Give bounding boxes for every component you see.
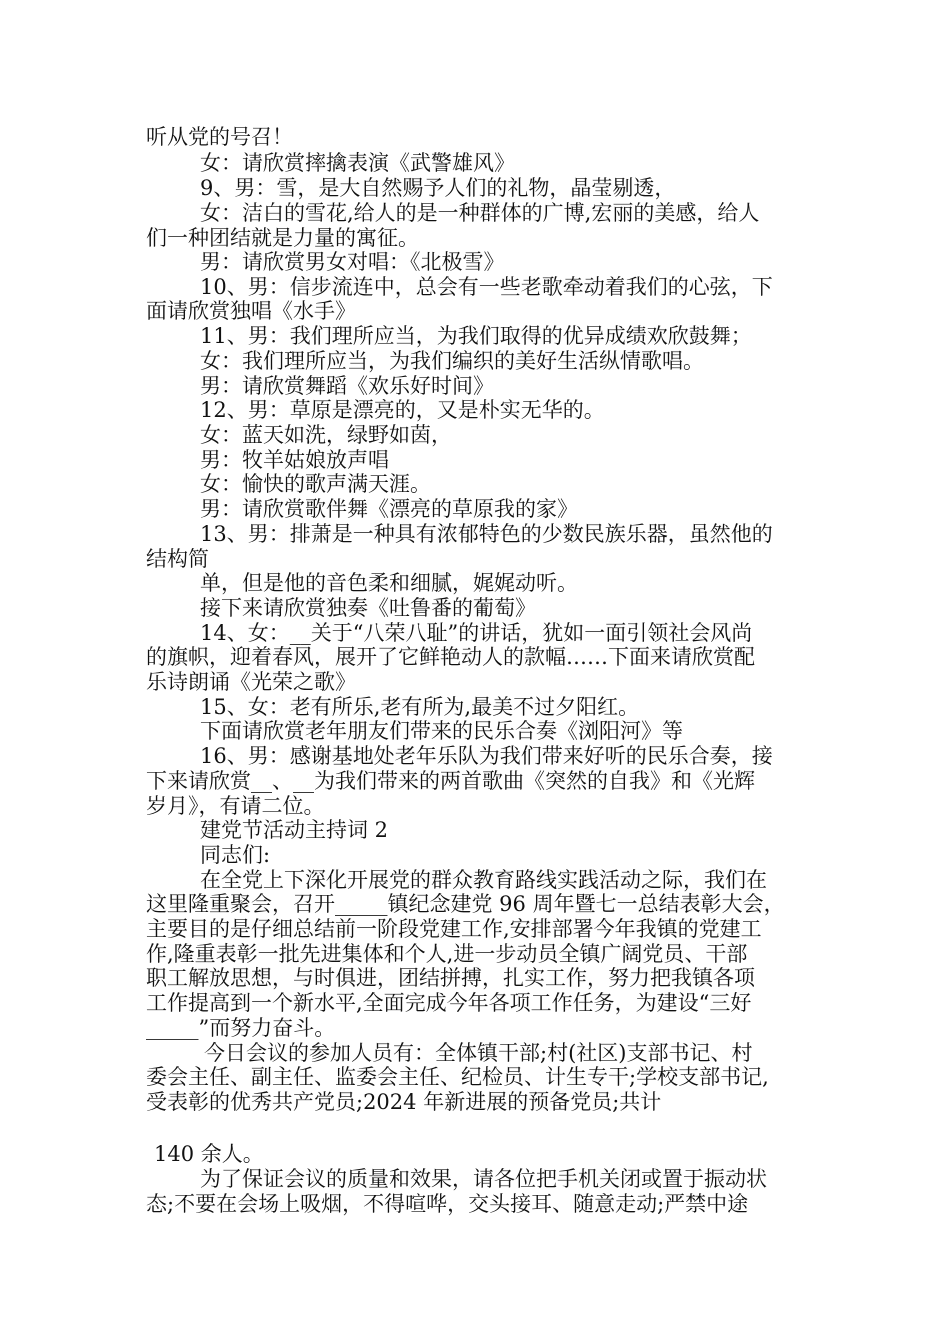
text-line: 10、男：信步流连中，总会有一些老歌牵动着我们的心弦，下 <box>200 275 773 299</box>
salutation: 同志们: <box>200 843 271 867</box>
text-line: 结构简 <box>146 547 209 571</box>
text-line: 工作提高到一个新水平,全面完成今年各项工作任务，为建设“三好 <box>146 991 752 1015</box>
text-line: 听从党的号召！ <box>146 125 293 149</box>
text-line: 这里隆重聚会，召开_____镇纪念建党 96 周年暨七一总结表彰大会， <box>146 892 785 916</box>
text-line: 下来请欣赏__、__为我们带来的两首歌曲《突然的自我》和《光辉 <box>146 769 755 793</box>
text-line: 的旗帜，迎着春风，展开了它鲜艳动人的款幅……下面来请欣赏配 <box>146 645 755 669</box>
text-line: 13、男：排萧是一种具有浓郁特色的少数民族乐器，虽然他的 <box>200 522 773 546</box>
text-line: 14、女：__关于“八荣八耻”的讲话，犹如一面引领社会风尚 <box>200 621 753 645</box>
text-line: _____”而努力奋斗。 <box>146 1016 336 1040</box>
text-line: 11、男：我们理所应当，为我们取得的优异成绩欢欣鼓舞； <box>200 324 752 348</box>
text-line: 们一种团结就是力量的寓征。 <box>146 226 419 250</box>
text-line: 女：蓝天如洗，绿野如茵， <box>200 423 452 447</box>
text-line: 接下来请欣赏独奏《吐鲁番的葡萄》 <box>200 596 536 620</box>
text-line: 男：请欣赏男女对唱：《北极雪》 <box>200 250 505 274</box>
text-line: 16、男：感谢基地处老年乐队为我们带来好听的民乐合奏，接 <box>200 744 773 768</box>
text-line: 9、男：雪，是大自然赐予人们的礼物，晶莹剔透， <box>200 176 676 200</box>
text-line: 态;不要在会场上吸烟，不得喧哗，交头接耳、随意走动;严禁中途 <box>146 1192 749 1216</box>
text-line: 面请欣赏独唱《水手》 <box>146 299 356 323</box>
text-line: 职工解放思想，与时俱进，团结拼搏，扎实工作，努力把我镇各项 <box>146 966 755 990</box>
text-line: 受表彰的优秀共产党员;2024 年新进展的预备党员;共计 <box>146 1090 662 1114</box>
text-line: 140 余人。 <box>154 1142 264 1166</box>
section-title: 建党节活动主持词 2 <box>200 818 389 842</box>
text-line: 男：请欣赏歌伴舞《漂亮的草原我的家》 <box>200 497 578 521</box>
text-line: 15、女：老有所乐,老有所为,最美不过夕阳红。 <box>200 695 640 719</box>
text-line: 在全党上下深化开展党的群众教育路线实践活动之际，我们在 <box>200 868 767 892</box>
text-line: 女：洁白的雪花,给人的是一种群体的广博,宏丽的美感，给人 <box>200 201 760 225</box>
text-line: 单，但是他的音色柔和细腻，娓娓动听。 <box>200 571 578 595</box>
text-line: 女：请欣赏摔擒表演《武警雄风》 <box>200 151 515 175</box>
text-line: 下面请欣赏老年朋友们带来的民乐合奏《浏阳河》等 <box>200 719 683 743</box>
text-line: 作,隆重表彰一批先进集体和个人,进一步动员全镇广阔党员、干部 <box>146 942 748 966</box>
text-line: 男：牧羊姑娘放声唱 <box>200 448 389 472</box>
text-line: 乐诗朗诵《光荣之歌》 <box>146 670 356 694</box>
text-line: 为了保证会议的质量和效果，请各位把手机关闭或置于振动状 <box>200 1167 767 1191</box>
text-line: 12、男：草原是漂亮的，又是朴实无华的。 <box>200 398 605 422</box>
text-line: 委会主任、副主任、监委会主任、纪检员、计生专干;学校支部书记, <box>146 1065 769 1089</box>
text-line: 主要目的是仔细总结前一阶段党建工作,安排部署今年我镇的党建工 <box>146 917 762 941</box>
text-line: 女：我们理所应当，为我们编织的美好生活纵情歌唱。 <box>200 349 704 373</box>
text-line: 岁月》，有请二位。 <box>146 794 325 818</box>
text-line: 女：愉快的歌声满天涯。 <box>200 472 431 496</box>
text-line: 男：请欣赏舞蹈《欢乐好时间》 <box>200 374 494 398</box>
text-line: 今日会议的参加人员有：全体镇干部;村(社区)支部书记、村 <box>204 1041 753 1065</box>
